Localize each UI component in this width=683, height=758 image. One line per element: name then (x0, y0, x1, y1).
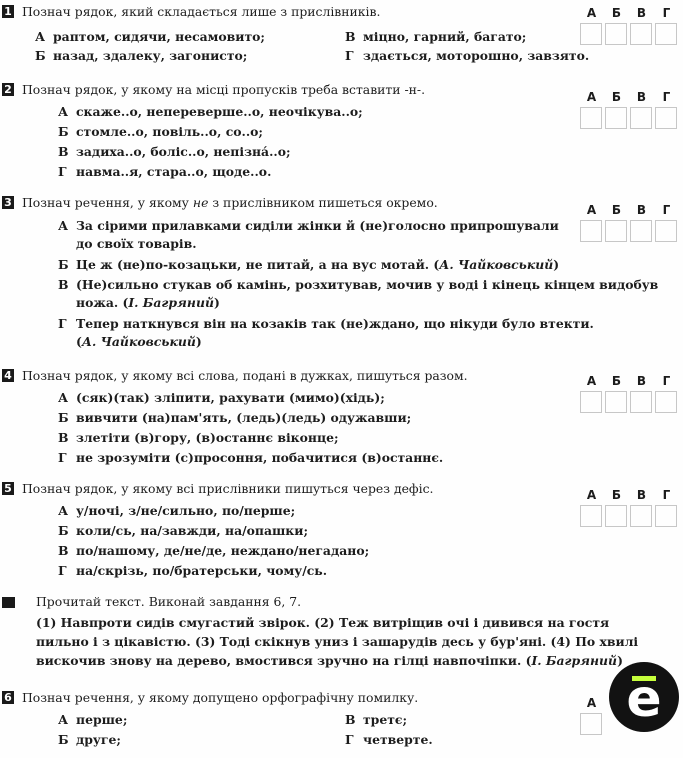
answer-cell-g[interactable] (655, 505, 677, 527)
answer-label-a: А (586, 488, 597, 502)
answer-cell-a[interactable] (580, 220, 602, 242)
option-a-cont: до своїх товарів. (76, 236, 197, 251)
question-number: 3 (2, 196, 14, 209)
answer-cell-v[interactable] (630, 505, 652, 527)
question-stem: Познач рядок, який складається лише з прислівників. (22, 4, 381, 19)
option-g[interactable]: Г навма..я, стара..о, щоде..о. (58, 164, 272, 179)
option-a[interactable]: А скаже..о, неперевершe..о, неочікува..о; (58, 104, 363, 119)
answer-label-v: В (636, 6, 647, 20)
option-a[interactable]: А перше; (58, 712, 128, 727)
answer-cell-g[interactable] (655, 220, 677, 242)
answer-cell-a[interactable] (580, 107, 602, 129)
answer-cell-b[interactable] (605, 107, 627, 129)
answer-cell-b[interactable] (605, 391, 627, 413)
option-g[interactable]: Г четверте. (345, 732, 433, 747)
answer-label-v: В (636, 488, 647, 502)
option-b[interactable]: Б коли/сь, на/завжди, на/опашки; (58, 523, 309, 538)
question-number: 2 (2, 83, 14, 96)
reading-instruction: Прочитай текст. Виконай завдання 6, 7. (36, 594, 302, 609)
option-v[interactable]: В (Не)сильно стукав об камінь, розхитував, мочив у воді і кінець кінцем видобув (58, 277, 659, 292)
answer-label-b: Б (611, 6, 622, 20)
answer-label-g: Г (662, 203, 671, 217)
answer-cell-g[interactable] (655, 107, 677, 129)
question-stem: Познач речення, у якому не з прислівником пишеться окремо. (22, 195, 438, 210)
question-stem: Познач речення, у якому допущено орфографічну помилку. (22, 690, 419, 705)
option-v-cont: ножа. (І. Багряний) (76, 295, 220, 310)
option-v[interactable]: В міцно, гарний, багато; (345, 29, 527, 44)
answer-cell-b[interactable] (605, 220, 627, 242)
option-a[interactable]: А у/ночі, з/не/сильно, по/перше; (58, 503, 296, 518)
answer-cell-v[interactable] (630, 107, 652, 129)
option-g[interactable]: Г не зрозуміти (с)просоння, побачитися (в)останнє. (58, 450, 444, 465)
brand-logo (609, 662, 679, 732)
answer-label-b: Б (611, 90, 622, 104)
reading-text-line: вискочив знову на дерево, вмостився зручно на гілці навпочіпки. (І. Багряний) (36, 653, 623, 668)
answer-label-a: А (586, 374, 597, 388)
answer-cell-a[interactable] (580, 23, 602, 45)
answer-cell-v[interactable] (630, 220, 652, 242)
answer-cell-a[interactable] (580, 505, 602, 527)
answer-label-b: Б (611, 203, 622, 217)
answer-cell-a[interactable] (580, 391, 602, 413)
reading-text-line: пильно і з цікавістю. (3) Тоді скікнув униз і зашарудів десь у бур'яні. (4) По хвилі (36, 634, 639, 649)
question-number: 4 (2, 369, 14, 382)
answer-label-a: А (586, 203, 597, 217)
answer-label-a: А (586, 90, 597, 104)
answer-label-a: А (586, 6, 597, 20)
answer-label-b: Б (611, 488, 622, 502)
answer-cell-b[interactable] (605, 505, 627, 527)
answer-cell-g[interactable] (655, 23, 677, 45)
option-b[interactable]: Б назад, здалеку, загонисто; (35, 48, 248, 63)
answer-label-g: Г (662, 374, 671, 388)
question-number: 1 (2, 5, 14, 18)
answer-cell-b[interactable] (605, 23, 627, 45)
option-a[interactable]: А (сяк)(так) зліпити, рахувати (мимо)(хідь); (58, 390, 385, 405)
option-v[interactable]: В третє; (345, 712, 408, 727)
answer-cell-g[interactable] (655, 391, 677, 413)
question-stem: Познач рядок, у якому всі слова, подані в дужках, пишуться разом. (22, 368, 468, 383)
option-b[interactable]: Б друге; (58, 732, 121, 747)
answer-label-v: В (636, 90, 647, 104)
option-a[interactable]: А За сірими прилавками сиділи жінки й (не)голосно припрошували (58, 218, 559, 233)
option-v[interactable]: В по/нашому, де/не/де, нежданo/негадано; (58, 543, 370, 558)
question-number: 6 (2, 691, 14, 704)
option-v[interactable]: В злетіти (в)гору, (в)останнє віконце; (58, 430, 339, 445)
reading-marker (2, 597, 15, 608)
option-a[interactable]: А раптом, сидячи, несамовито; (35, 29, 265, 44)
option-g[interactable]: Г здається, моторошно, завзято. (345, 48, 590, 63)
question-stem: Познач рядок, у якому на місці пропусків треба вставити -н-. (22, 82, 426, 97)
option-g[interactable]: Г на/скрізь, по/братерськи, чому/сь. (58, 563, 328, 578)
answer-cell-v[interactable] (630, 23, 652, 45)
reading-text-line: (1) Навпроти сидів смугастий звірок. (2) Теж витріщив очі і дивився на гостя (36, 615, 610, 630)
answer-label-v: В (636, 374, 647, 388)
question-stem: Познач рядок, у якому всі прислівники пишуться через дефіс. (22, 481, 434, 496)
option-g-cont: (А. Чайковський) (76, 334, 202, 349)
answer-label-g: Г (662, 6, 671, 20)
answer-cell-a[interactable] (580, 713, 602, 735)
answer-cell-v[interactable] (630, 391, 652, 413)
answer-label-v: В (636, 203, 647, 217)
answer-label-g: Г (662, 488, 671, 502)
question-number: 5 (2, 482, 14, 495)
answer-label-g: Г (662, 90, 671, 104)
logo-letter-icon: е (626, 669, 662, 729)
option-b[interactable]: Б стомле..о, повіль..о, со..о; (58, 124, 263, 139)
answer-label-a: А (586, 696, 597, 710)
option-b[interactable]: Б Це ж (не)по-козацьки, не питай, а на вус мотай. (А. Чайковський) (58, 257, 560, 272)
option-g[interactable]: Г Тепер наткнувся він на козаків так (не)ждано, що нікуди було втекти. (58, 316, 594, 331)
answer-label-b: Б (611, 374, 622, 388)
option-v[interactable]: В задиха..о, боліс..о, непізна́..о; (58, 144, 291, 159)
option-b[interactable]: Б вивчити (на)пам'ять, (ледь)(ледь) одужавши; (58, 410, 412, 425)
